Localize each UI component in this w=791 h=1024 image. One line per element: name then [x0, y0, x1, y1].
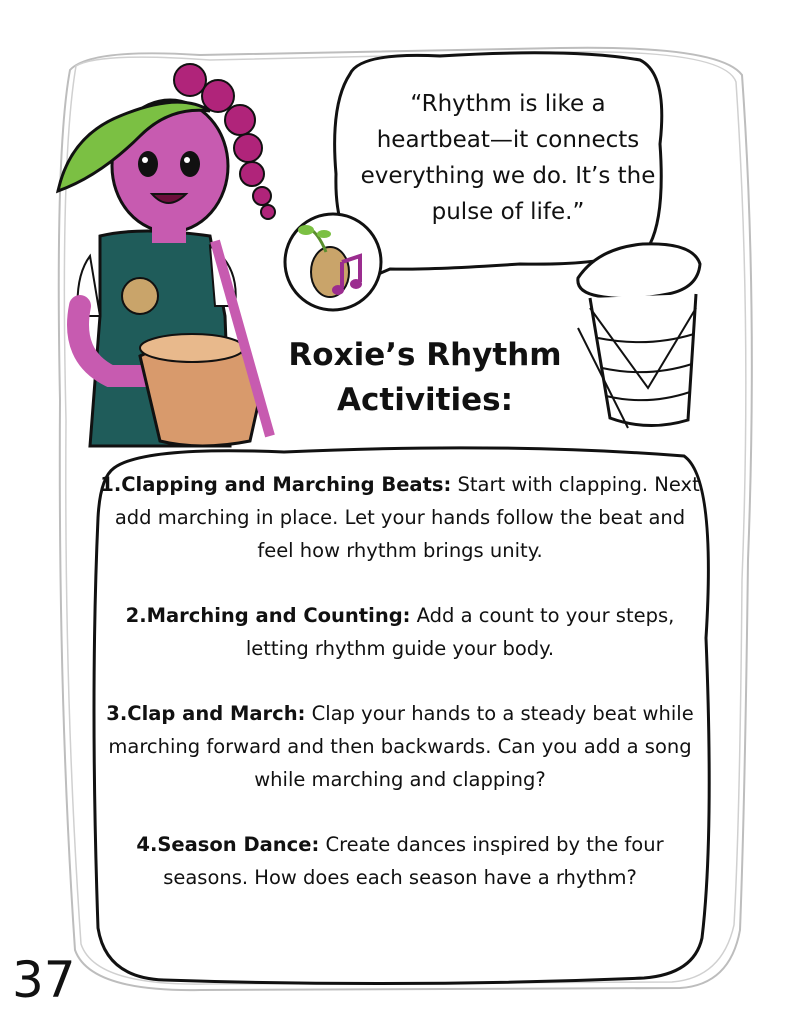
roxie-quote: “Rhythm is like a heartbeat—it connects everything we do. It’s the pulse of life.”: [360, 91, 656, 225]
activities-list: [100, 468, 700, 926]
page-title: Roxie’s Rhythm Activities:: [288, 337, 562, 418]
list-item: [100, 468, 700, 567]
list-item: [100, 599, 700, 665]
activity-text: Clap your hands to a steady beat while marching forward and then backwards. Can you add a song while marching and clapping?: [108, 702, 694, 791]
list-item: [100, 697, 700, 796]
activity-text: Start with clapping. Next add marching in place. Let your hands follow the beat and feel how rhythm brings unity.: [114, 473, 700, 562]
activity-text: Create dances inspired by the four seasons. How does each season have a rhythm?: [163, 833, 664, 889]
activity-title: 4.Season Dance:: [136, 833, 320, 856]
activity-title: 3.Clap and March:: [106, 702, 306, 725]
activity-title: 2.Marching and Counting:: [125, 604, 411, 627]
list-item: [100, 828, 700, 894]
drum-illustration: [568, 238, 718, 448]
activity-title: 1.Clapping and Marching Beats:: [100, 473, 452, 496]
page-number: 37: [12, 951, 76, 1009]
activity-text: Add a count to your steps, letting rhythm guide your body.: [245, 604, 675, 660]
